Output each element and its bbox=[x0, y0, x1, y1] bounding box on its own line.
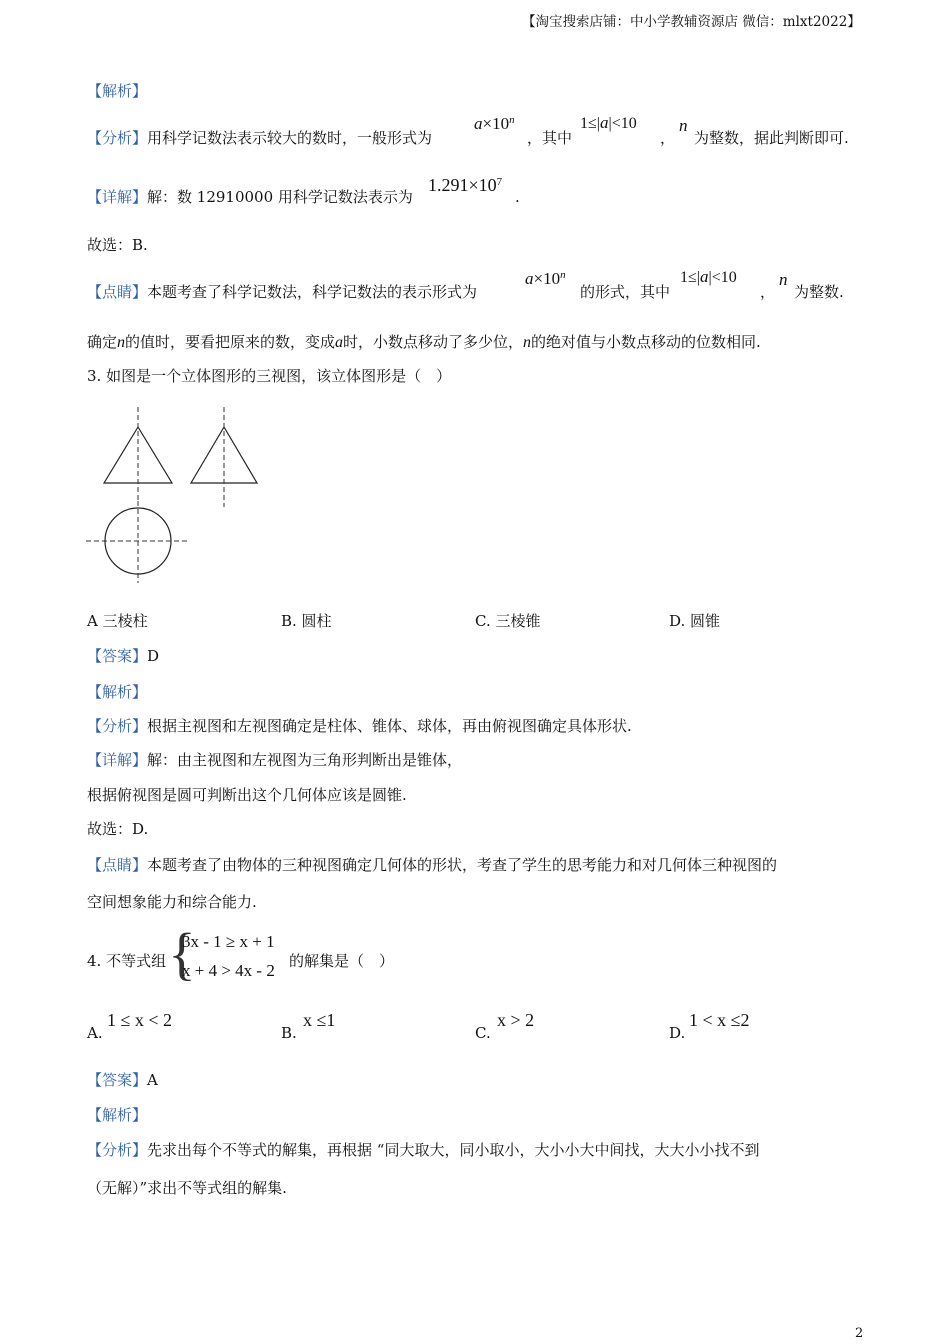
q4-fenxi-2: （无解）”求出不等式组的解集. bbox=[87, 1179, 287, 1197]
q3-line2: 根据俯视图是圆可判断出这个几何体应该是圆锥. bbox=[87, 786, 407, 804]
math-a-2: a bbox=[525, 269, 534, 288]
sci-mantissa: 1.291×10 bbox=[428, 175, 497, 195]
range-a: a bbox=[599, 113, 609, 132]
range-bar: | bbox=[596, 115, 600, 132]
quding-3: 时，小数点移动了多少位， bbox=[343, 333, 524, 351]
ineq-1: 3x - 1 ≥ x + 1 bbox=[182, 932, 275, 951]
quding-a: a bbox=[335, 334, 344, 351]
q3-option-a: A 三棱柱 bbox=[87, 612, 148, 630]
q3-dianjing-1 bbox=[87, 858, 777, 873]
fenxi-text-4: 为整数，据此判断即可. bbox=[694, 129, 849, 147]
q4-answer bbox=[87, 1073, 158, 1088]
answer-label-q4: 【答案】 bbox=[87, 1071, 148, 1089]
fenxi-text-q4: 先求出每个不等式的解集，再根据 “同大取大，同小取小，大小小大中间找，大大小小找不到 bbox=[147, 1141, 760, 1159]
q4-option-b-expr: x ≤1 bbox=[303, 1010, 336, 1030]
n-var-2: n bbox=[779, 270, 788, 289]
range-le: ≤ bbox=[588, 115, 597, 132]
math-times10-2: ×10 bbox=[533, 269, 561, 288]
fenxi-line-q2 bbox=[87, 131, 432, 146]
q3-question: 3. 如图是一个立体图形的三视图，该立体图形是（ ） bbox=[87, 367, 452, 385]
page-number: 2 bbox=[855, 1326, 864, 1341]
system-brace: { bbox=[168, 921, 196, 986]
q3-option-b: B. 圆柱 bbox=[281, 612, 332, 630]
answer-value: D bbox=[147, 647, 160, 665]
sci-exponent: 7 bbox=[496, 176, 503, 188]
q3-fenxi bbox=[87, 719, 632, 734]
q3-xiangjie bbox=[87, 753, 462, 768]
range-one-2: 1 bbox=[680, 269, 688, 286]
dianjing-text-q3: 本题考查了由物体的三种视图确定几何体的形状，考查了学生的思考能力和对几何体三种视图的 bbox=[147, 856, 778, 874]
q4-question-pre: 4. 不等式组 bbox=[87, 952, 167, 970]
top-view-circle bbox=[86, 501, 190, 583]
q3-jiexi: 【解析】 bbox=[87, 683, 148, 701]
guxuan-q2: 故选：B. bbox=[87, 236, 148, 254]
dianjing-text-4: 为整数. bbox=[794, 283, 844, 301]
fenxi-text-1: 用科学记数法表示较大的数时，一般形式为 bbox=[147, 129, 433, 147]
q4-option-d-expr: 1 < x ≤2 bbox=[689, 1010, 750, 1030]
dianjing-line-q2 bbox=[87, 285, 477, 300]
dianjing-text-1: 本题考查了科学记数法，科学记数法的表示形式为 bbox=[147, 283, 478, 301]
xiangjie-end: . bbox=[515, 188, 520, 206]
expr-a10n-2 bbox=[525, 270, 566, 287]
q4-option-d-label: D. bbox=[669, 1024, 686, 1042]
quding-n1: n bbox=[117, 334, 126, 351]
q3-option-d: D. 圆锥 bbox=[669, 612, 721, 630]
range-rest-2: |<10 bbox=[708, 269, 737, 286]
side-view-figure bbox=[185, 405, 265, 510]
quding-n2: n bbox=[523, 334, 532, 351]
q4-option-a-expr: 1 ≤ x < 2 bbox=[107, 1010, 173, 1030]
math-times10: ×10 bbox=[482, 114, 510, 133]
q4-option-c-expr: x > 2 bbox=[497, 1010, 535, 1030]
fenxi-label-q4: 【分析】 bbox=[87, 1141, 148, 1159]
quding-line bbox=[87, 335, 761, 351]
quding-4: 的绝对值与小数点移动的位数相同. bbox=[531, 333, 761, 351]
fenxi-text-2: ，其中 bbox=[527, 129, 573, 147]
ineq-2: x + 4 > 4x - 2 bbox=[182, 961, 275, 980]
q4-jiexi: 【解析】 bbox=[87, 1106, 148, 1124]
xiangjie-text-q3: 解：由主视图和左视图为三角形判断出是锥体， bbox=[147, 751, 463, 769]
xiangjie-text: 解：数 12910000 用科学记数法表示为 bbox=[147, 188, 413, 206]
math-a: a bbox=[474, 114, 483, 133]
q3-answer bbox=[87, 649, 159, 664]
fenxi-text-q3: 根据主视图和左视图确定是柱体、锥体、球体，再由俯视图确定具体形状. bbox=[147, 717, 632, 735]
page-header: 【淘宝搜索店铺：中小学教辅资源店 微信：mlxt2022】 bbox=[522, 14, 861, 30]
range-a-2: a bbox=[699, 267, 709, 286]
fenxi-label-q3: 【分析】 bbox=[87, 717, 148, 735]
range-bar-2: | bbox=[696, 269, 700, 286]
range-rest: |<10 bbox=[608, 115, 637, 132]
q3-dianjing-2: 空间想象能力和综合能力. bbox=[87, 893, 257, 911]
quding-1: 确定 bbox=[87, 333, 118, 351]
q4-question-post: 的解集是（ ） bbox=[289, 952, 395, 970]
quding-2: 的值时，要看把原来的数，变成 bbox=[125, 333, 336, 351]
math-exp-n-2: n bbox=[560, 269, 566, 281]
range-expr-1 bbox=[580, 114, 637, 132]
math-exp-n: n bbox=[509, 114, 515, 126]
q3-option-c: C. 三棱锥 bbox=[475, 612, 541, 630]
xiangjie-label: 【详解】 bbox=[87, 188, 148, 206]
range-expr-2 bbox=[680, 268, 737, 286]
answer-value-q4: A bbox=[147, 1071, 158, 1089]
range-one: 1 bbox=[580, 115, 588, 132]
answer-label: 【答案】 bbox=[87, 647, 148, 665]
sci-value bbox=[428, 176, 502, 194]
xiangjie-label-q3: 【详解】 bbox=[87, 751, 148, 769]
dianjing-label: 【点睛】 bbox=[87, 283, 148, 301]
n-var-1: n bbox=[679, 116, 688, 135]
three-view-figure bbox=[84, 405, 194, 585]
dianjing-text-3: ， bbox=[760, 283, 776, 301]
dianjing-label-q3: 【点睛】 bbox=[87, 856, 148, 874]
xiangjie-line-q2 bbox=[87, 190, 413, 205]
q4-option-b-label: B. bbox=[281, 1024, 297, 1042]
q4-fenxi-1 bbox=[87, 1143, 759, 1158]
dianjing-text-2: 的形式，其中 bbox=[580, 283, 671, 301]
front-view-triangle bbox=[104, 407, 172, 505]
q4-option-a-label: A. bbox=[87, 1024, 103, 1042]
jiexi-label-q2: 【解析】 bbox=[87, 82, 148, 100]
range-le-2: ≤ bbox=[688, 269, 697, 286]
expr-a10n bbox=[474, 115, 515, 132]
q4-option-c-label: C. bbox=[475, 1024, 491, 1042]
q3-guxuan: 故选：D. bbox=[87, 820, 149, 838]
fenxi-label: 【分析】 bbox=[87, 129, 148, 147]
fenxi-text-3: ， bbox=[660, 129, 676, 147]
